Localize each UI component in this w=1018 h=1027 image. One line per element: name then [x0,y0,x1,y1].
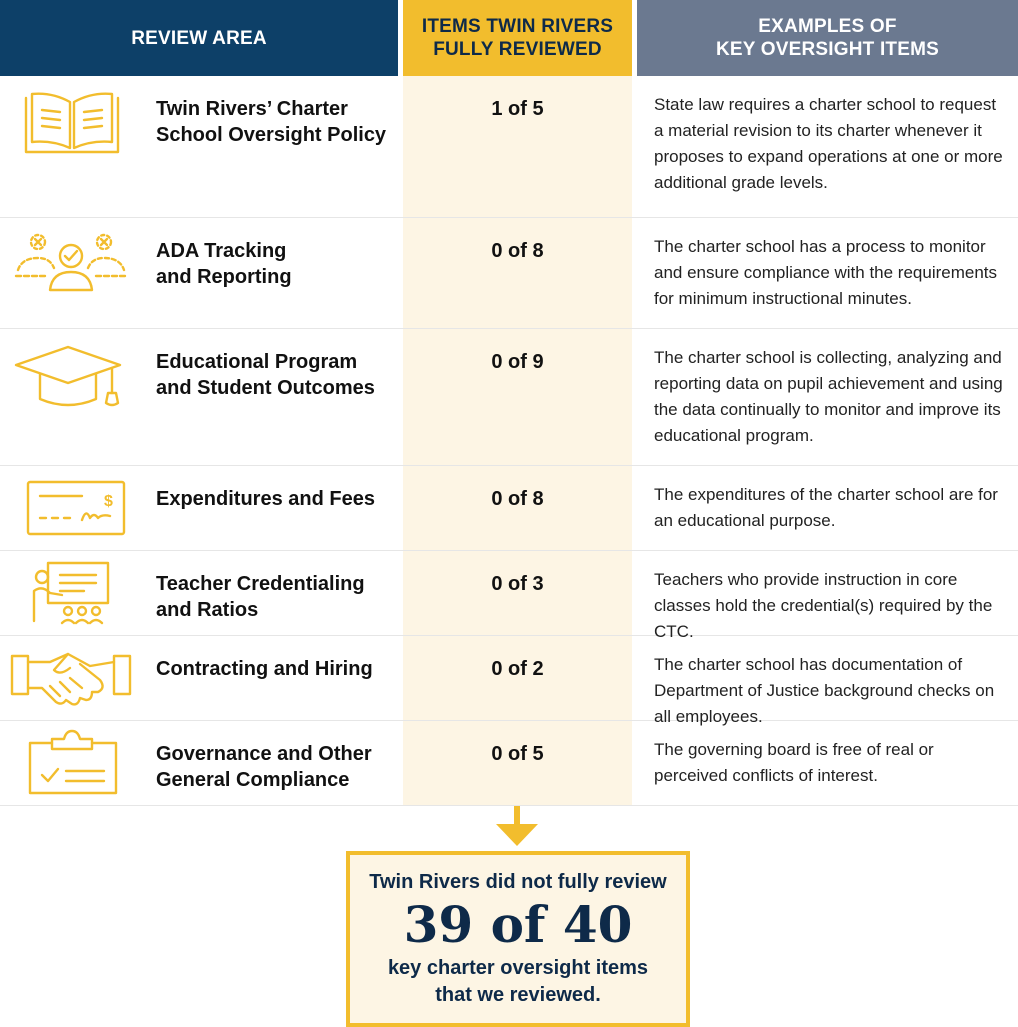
teacher-board-icon [12,559,132,631]
items-reviewed-count: 0 of 2 [491,658,544,680]
summary-bottom-text: key charter oversight items that we reviewed. [387,957,649,1006]
items-reviewed-count: 0 of 5 [491,743,544,765]
attendance-people-icon [12,232,132,304]
clipboard-icon [12,731,132,803]
graduation-cap-icon [12,343,132,415]
review-area-label: ADA Tracking and Reporting [156,240,292,288]
handshake-icon [10,648,130,720]
review-area-label: Teacher Credentialing and Ratios [156,573,365,621]
items-reviewed-count: 0 of 9 [491,351,544,373]
oversight-example: The charter school is collecting, analyzing and reporting data on pupil achievement and using the data continually to monitor and improve its educational program. [654,348,1003,445]
down-arrow-icon [492,806,542,848]
table-header [0,0,1018,76]
review-area-label: Educational Program and Student Outcomes [156,351,375,399]
oversight-example: The charter school has a process to monitor and ensure compliance with the requirements for minimum instructional minutes. [654,237,998,308]
table-row [0,218,1018,329]
header-examples: EXAMPLES OF KEY OVERSIGHT ITEMS [637,0,1018,76]
table-row [0,76,1018,218]
review-area-label: Expenditures and Fees [156,488,375,510]
summary-big-number: 39 of 40 [403,895,633,954]
oversight-example: The charter school has documentation of Department of Justice background checks on all employees. [654,655,995,726]
oversight-example: The expenditures of the charter school are for an educational purpose. [654,485,998,530]
summary-box [346,851,690,1027]
items-reviewed-count: 1 of 5 [491,98,544,120]
items-reviewed-count: 0 of 3 [491,573,544,595]
check-icon [12,478,132,550]
oversight-example: State law requires a charter school to request a material revision to its charter whenever it proposes to expand operations at one or more additional grade levels. [654,95,1003,192]
table-row [0,636,1018,726]
table-row [0,466,1018,551]
review-area-label: Governance and Other General Compliance [156,743,372,791]
items-reviewed-count: 0 of 8 [491,488,544,510]
review-area-label: Contracting and Hiring [156,658,373,680]
review-area-label: Twin Rivers’ Charter School Oversight Policy [156,98,387,146]
oversight-example: The governing board is free of real or perceived conflicts of interest. [654,740,934,785]
summary-top-text: Twin Rivers did not fully review [369,871,667,893]
table-row [0,551,1018,641]
table-row [0,721,1018,806]
svg-text:$: $ [104,493,113,510]
table-row [0,329,1018,466]
open-book-icon [12,90,132,162]
header-review-area: REVIEW AREA [0,0,398,76]
header-items-reviewed: ITEMS TWIN RIVERS FULLY REVIEWED [403,0,632,76]
items-reviewed-count: 0 of 8 [491,240,544,262]
oversight-example: Teachers who provide instruction in core classes hold the credential(s) required by the CTC. [654,570,993,641]
